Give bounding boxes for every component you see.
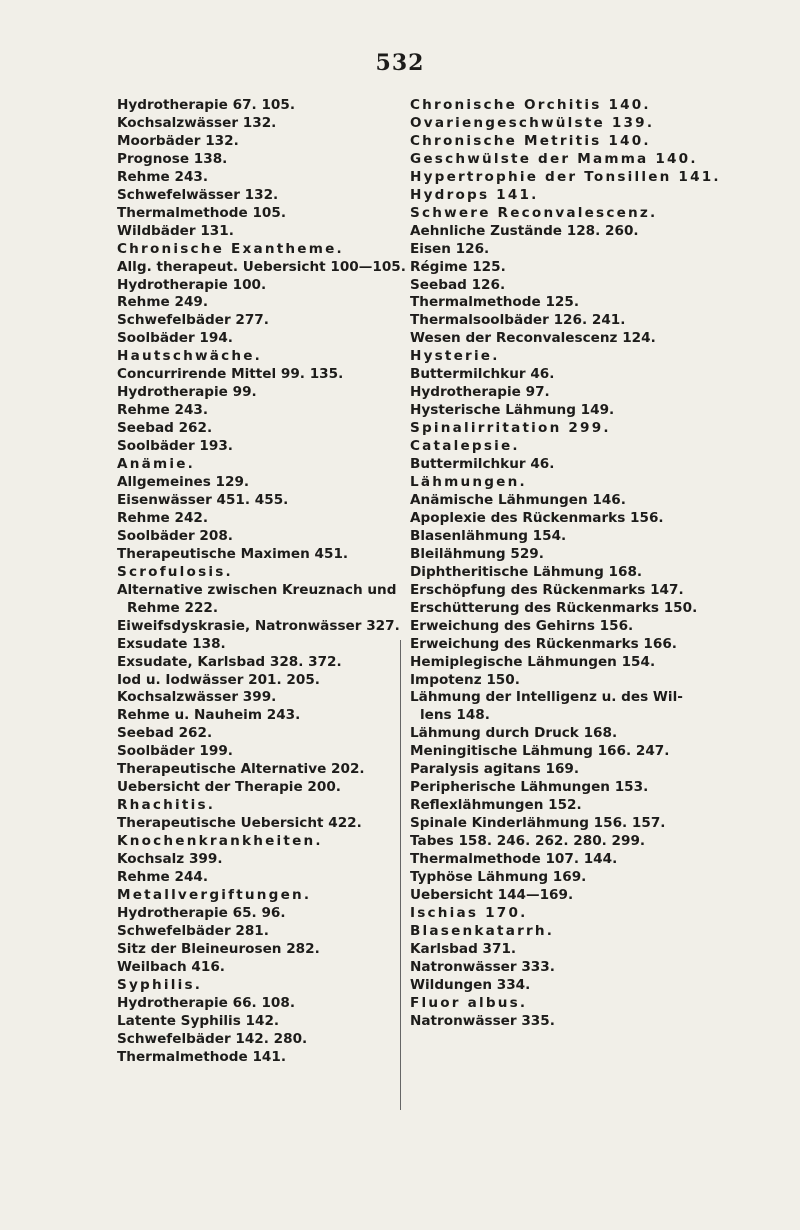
index-heading: Hydrops 141. [410,186,539,203]
index-entry: Seebad 126. [410,276,506,293]
index-entry: Therapeutische Maximen 451. [117,545,349,562]
index-entry: Uebersicht der Therapie 200. [117,779,341,796]
index-entry: Exsudate, Karlsbad 328. 372. [117,653,342,670]
index-heading: Spinalirritation 299. [410,420,611,437]
index-entry: Eisen 126. [410,240,490,257]
index-entry: Aehnliche Zustände 128. 260. [410,222,639,239]
index-entry: Erweichung des Gehirns 156. [410,617,634,634]
index-entry: Schwefelbäder 281. [117,922,269,939]
index-heading: Ovariengeschwülste 139. [410,114,655,131]
index-entry: Rehme 243. [117,168,209,185]
index-entry: Peripherische Lähmungen 153. [410,779,649,796]
index-heading: Geschwülste der Mamma 140. [410,150,698,167]
index-entry: Natronwässer 335. [410,1012,555,1029]
index-heading: Ischias 170. [410,904,528,921]
index-entry: Iod u. Iodwässer 201. 205. [117,671,320,688]
index-entry: Hydrotherapie 99. [117,384,257,401]
index-entry: Uebersicht 144—169. [410,886,574,903]
index-entry: Thermalmethode 105. [117,204,286,221]
index-heading: Rhachitis. [117,797,216,814]
index-entry: Lähmung der Intelligenz u. des Wil- [410,689,683,706]
index-entry: Sitz der Bleineurosen 282. [117,940,320,957]
index-entry: Lähmung durch Druck 168. [410,725,618,742]
index-entry: Seebad 262. [117,725,213,742]
index-heading: Chronische Exantheme. [117,240,344,257]
index-heading: Metallvergiftungen. [117,886,312,903]
index-entry: Diphtheritische Lähmung 168. [410,563,643,580]
index-entry: Schwefelbäder 142. 280. [117,1030,308,1047]
index-entry: Kochsalzwässer 132. [117,114,277,131]
index-heading: Fluor albus. [410,994,528,1011]
index-entry: Erschöpfung des Rückenmarks 147. [410,581,684,598]
index-entry: Buttermilchkur 46. [410,456,555,473]
page-number: 532 [375,50,425,76]
index-entry: Exsudate 138. [117,635,226,652]
index-entry: Kochsalzwässer 399. [117,689,277,706]
index-heading: Schwere Reconvalescenz. [410,204,658,221]
index-entry: Soolbäder 193. [117,438,233,455]
index-entry: Soolbäder 194. [117,330,233,347]
index-entry: Rehme u. Nauheim 243. [117,707,301,724]
index-entry: Spinale Kinderlähmung 156. 157. [410,815,666,832]
index-entry: Typhöse Lähmung 169. [410,868,587,885]
index-entry: Schwefelwässer 132. [117,186,279,203]
index-column-right [410,97,730,1031]
index-heading: Chronische Metritis 140. [410,132,651,149]
index-entry: Schwefelbäder 277. [117,312,269,329]
index-entry: Wildungen 334. [410,976,531,993]
index-entry: Therapeutische Alternative 202. [117,761,365,778]
index-entry: Natronwässer 333. [410,958,555,975]
index-heading: Hypertrophie der Tonsillen 141. [410,168,721,185]
index-entry: Thermalmethode 125. [410,294,579,311]
index-entry: Allg. therapeut. Uebersicht 100—105. [117,258,406,275]
index-entry: Rehme 243. [117,402,209,419]
index-entry: Hydrotherapie 100. [117,276,267,293]
index-entry: Rehme 249. [117,294,209,311]
index-entry: Hydrotherapie 65. 96. [117,904,286,921]
index-entry: Rehme 222. [127,599,219,616]
index-entry: Hemiplegische Lähmungen 154. [410,653,656,670]
index-entry: Alternative zwischen Kreuznach und [117,581,397,598]
index-entry: Prognose 138. [117,150,228,167]
index-entry: Eisenwässer 451. 455. [117,491,289,508]
index-entry: Soolbäder 199. [117,743,233,760]
index-entry: Concurrirende Mittel 99. 135. [117,366,344,383]
index-entry: Wildbäder 131. [117,222,234,239]
index-entry: Impotenz 150. [410,671,520,688]
index-entry: Hydrotherapie 66. 108. [117,994,295,1011]
index-entry: Erweichung des Rückenmarks 166. [410,635,677,652]
index-entry: Karlsbad 371. [410,940,517,957]
index-entry: Reflexlähmungen 152. [410,797,582,814]
index-entry: Thermalmethode 141. [117,1048,286,1065]
index-heading: Hautschwäche. [117,348,263,365]
index-heading: Hysterie. [410,348,500,365]
index-entry: Hydrotherapie 67. 105. [117,97,295,113]
index-heading: Blasenkatarrh. [410,922,555,939]
index-entry: Soolbäder 208. [117,527,233,544]
index-entry: Seebad 262. [117,420,213,437]
index-entry: Weilbach 416. [117,958,225,975]
index-entry: Thermalsoolbäder 126. 241. [410,312,626,329]
index-entry: lens 148. [420,707,490,724]
index-entry: Moorbäder 132. [117,132,239,149]
index-entry: Apoplexie des Rückenmarks 156. [410,509,664,526]
index-entry: Thermalmethode 107. 144. [410,851,618,868]
index-heading: Knochenkrankheiten. [117,833,323,850]
index-entry: Meningitische Lähmung 166. 247. [410,743,670,760]
index-entry: Latente Syphilis 142. [117,1012,280,1029]
index-entry: Eiweifsdyskrasie, Natronwässer 327. [117,617,400,634]
index-entry: Anämische Lähmungen 146. [410,491,626,508]
index-entry: Rehme 242. [117,509,209,526]
index-entry: Wesen der Reconvalescenz 124. [410,330,656,347]
index-heading: Anämie. [117,456,195,473]
index-heading: Syphilis. [117,976,203,993]
index-entry: Kochsalz 399. [117,851,223,868]
index-entry: Buttermilchkur 46. [410,366,555,383]
index-entry: Tabes 158. 246. 262. 280. 299. [410,833,646,850]
index-entry: Therapeutische Uebersicht 422. [117,815,362,832]
index-heading: Chronische Orchitis 140. [410,97,651,113]
index-entry: Allgemeines 129. [117,474,250,491]
index-entry: Rehme 244. [117,868,209,885]
index-entry: Paralysis agitans 169. [410,761,580,778]
index-entry: Blasenlähmung 154. [410,527,567,544]
column-divider [400,640,401,1110]
index-entry: Hysterische Lähmung 149. [410,402,615,419]
index-entry: Régime 125. [410,258,506,275]
index-entry: Erschütterung des Rückenmarks 150. [410,599,698,616]
index-heading: Catalepsie. [410,438,520,455]
index-heading: Lähmungen. [410,474,527,491]
index-entry: Bleilähmung 529. [410,545,544,562]
index-heading: Scrofulosis. [117,563,233,580]
index-column-left [117,97,406,1066]
index-entry: Hydrotherapie 97. [410,384,550,401]
